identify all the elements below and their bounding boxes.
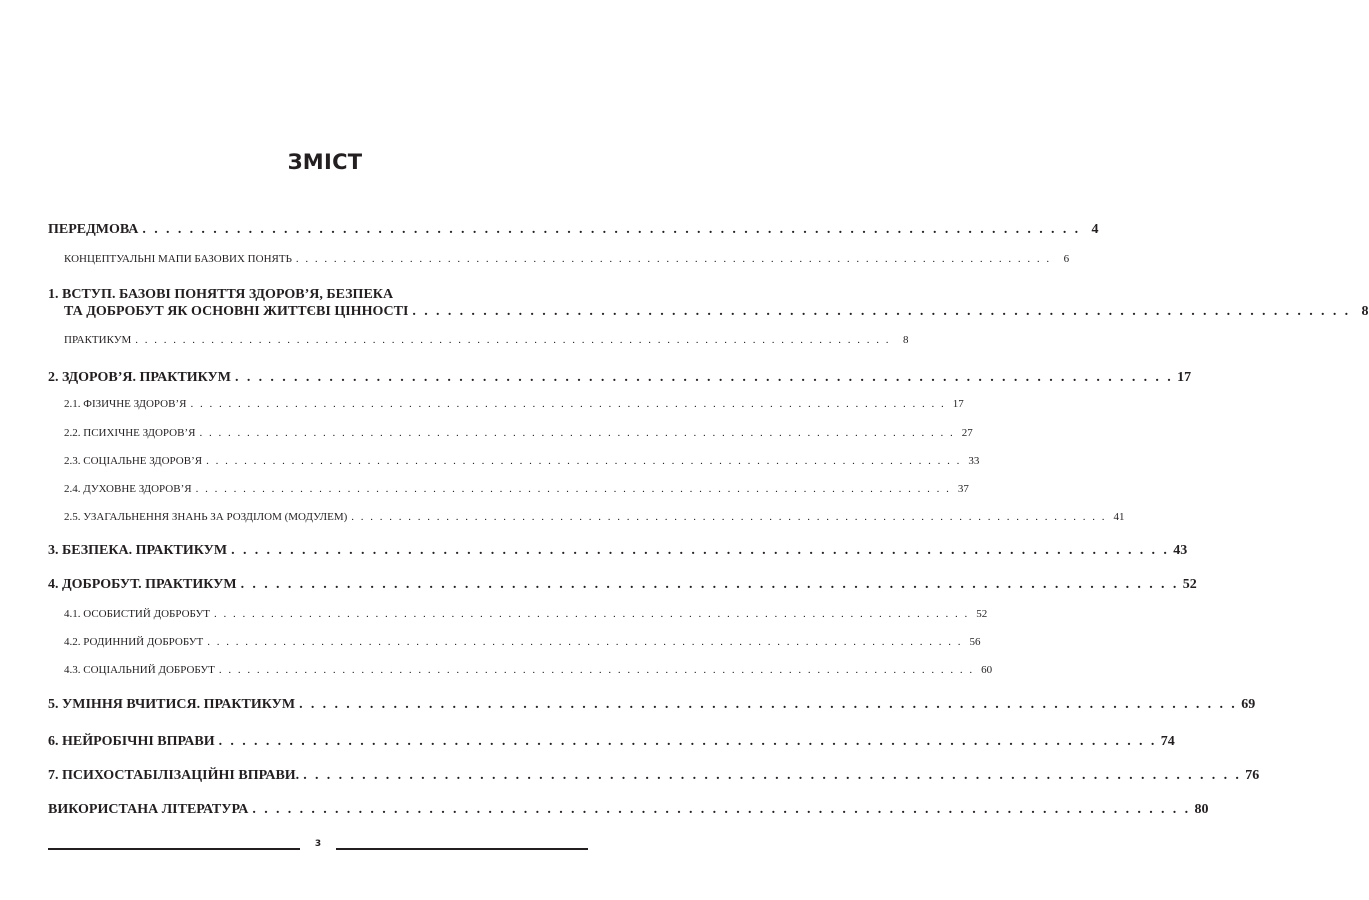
dot-leader: . . . . . . . . . . . . . . . . . . . . . . . . . . . . . . . . . . . . . . . . . . . . . . . . . . . . . . . . . . . . . . . . . . . . . . . . . . . . . . . . bbox=[218, 734, 1157, 749]
toc-entry-page: 74 bbox=[1160, 734, 1175, 749]
toc-entry-page: 37 bbox=[957, 483, 969, 495]
toc-entry-label: ПЕРЕДМОВА bbox=[48, 222, 139, 237]
toc-entry-spiritual-health[interactable] bbox=[64, 483, 969, 495]
dot-leader: . . . . . . . . . . . . . . . . . . . . . . . . . . . . . . . . . . . . . . . . . . . . . . . . . . . . . . . . . . . . . . . . . . . . . . . . . . . . . . . . bbox=[240, 577, 1179, 592]
toc-entry-label: 5. УМІННЯ ВЧИТИСЯ. ПРАКТИКУМ bbox=[48, 697, 296, 712]
toc-entry-label: 6. НЕЙРОБІЧНІ ВПРАВИ bbox=[48, 734, 215, 749]
dot-leader: . . . . . . . . . . . . . . . . . . . . . . . . . . . . . . . . . . . . . . . . . . . . . . . . . . . . . . . . . . . . . . . . . . . . . . . . . . . . . . . . bbox=[142, 222, 1081, 237]
toc-entry-label: ТА ДОБРОБУТ ЯК ОСНОВНІ ЖИТТЄВІ ЦІННОСТІ bbox=[64, 304, 409, 319]
dot-leader: . . . . . . . . . . . . . . . . . . . . . . . . . . . . . . . . . . . . . . . . . . . . . . . . . . . . . . . . . . . . . . . . . . . . . . . . . . . . . . . . bbox=[252, 802, 1191, 817]
toc-entry-label: 2.3. СОЦІАЛЬНЕ ЗДОРОВ’Я bbox=[64, 455, 203, 467]
toc-entry-page: 56 bbox=[969, 636, 981, 648]
dot-leader: . . . . . . . . . . . . . . . . . . . . . . . . . . . . . . . . . . . . . . . . . . . . . . . . . . . . . . . . . . . . . . . . . . . . . . . . . . . . . . . . bbox=[206, 455, 962, 467]
page-title: ЗМІСТ bbox=[287, 150, 363, 174]
dot-leader: . . . . . . . . . . . . . . . . . . . . . . . . . . . . . . . . . . . . . . . . . . . . . . . . . . . . . . . . . . . . . . . . . . . . . . . . . . . . . . . . bbox=[135, 334, 891, 346]
toc-entry-learning[interactable] bbox=[48, 697, 1256, 713]
footer-rule-right bbox=[336, 848, 588, 850]
toc-entry-page: 8 bbox=[903, 334, 909, 346]
dot-leader: . . . . . . . . . . . . . . . . . . . . . . . . . . . . . . . . . . . . . . . . . . . . . . . . . . . . . . . . . . . . . . . . . . . . . . . . . . . . . . . . bbox=[199, 427, 955, 439]
toc-entry-label: ВИКОРИСТАНА ЛІТЕРАТУРА bbox=[48, 802, 249, 817]
toc-entry-page: 6 bbox=[1063, 253, 1070, 265]
toc-entry-health[interactable] bbox=[48, 370, 1192, 386]
toc-entry-psychostabilization[interactable] bbox=[48, 768, 1260, 784]
toc-entry-label: 4.3. СОЦІАЛЬНИЙ ДОБРОБУТ bbox=[64, 664, 215, 676]
dot-leader: . . . . . . . . . . . . . . . . . . . . . . . . . . . . . . . . . . . . . . . . . . . . . . . . . . . . . . . . . . . . . . . . . . . . . . . . . . . . . . . . bbox=[213, 608, 970, 620]
dot-leader: . . . . . . . . . . . . . . . . . . . . . . . . . . . . . . . . . . . . . . . . . . . . . . . . . . . . . . . . . . . . . . . . . . . . . . . . . . . . . . . . bbox=[207, 636, 963, 648]
toc-entry-label: ПРАКТИКУМ bbox=[64, 334, 132, 346]
toc-entry-generalization[interactable] bbox=[64, 511, 1125, 523]
toc-entry-page: 4 bbox=[1091, 222, 1099, 237]
dot-leader: . . . . . . . . . . . . . . . . . . . . . . . . . . . . . . . . . . . . . . . . . . . . . . . . . . . . . . . . . . . . . . . . . . . . . . . . . . . . . . . . bbox=[412, 304, 1351, 319]
toc-entry-references[interactable] bbox=[48, 802, 1209, 818]
toc-entry-label: 4.1. ОСОБИСТИЙ ДОБРОБУТ bbox=[64, 608, 210, 620]
toc-entry-page: 17 bbox=[1177, 370, 1192, 385]
toc-entry-practicum[interactable] bbox=[64, 334, 909, 346]
toc-entry-physical-health[interactable] bbox=[64, 398, 964, 410]
toc-entry-label: 2.2. ПСИХІЧНЕ ЗДОРОВ’Я bbox=[64, 427, 196, 439]
dot-leader: . . . . . . . . . . . . . . . . . . . . . . . . . . . . . . . . . . . . . . . . . . . . . . . . . . . . . . . . . . . . . . . . . . . . . . . . . . . . . . . . bbox=[218, 664, 975, 676]
toc-entry-page: 43 bbox=[1173, 543, 1188, 558]
dot-leader: . . . . . . . . . . . . . . . . . . . . . . . . . . . . . . . . . . . . . . . . . . . . . . . . . . . . . . . . . . . . . . . . . . . . . . . . . . . . . . . . bbox=[295, 253, 1052, 265]
dot-leader: . . . . . . . . . . . . . . . . . . . . . . . . . . . . . . . . . . . . . . . . . . . . . . . . . . . . . . . . . . . . . . . . . . . . . . . . . . . . . . . . bbox=[303, 768, 1242, 783]
toc-entry-page: 60 bbox=[981, 664, 993, 676]
toc-entry-page: 41 bbox=[1113, 511, 1125, 523]
toc-entry-page: 52 bbox=[1182, 577, 1197, 592]
footer-page-number: 3 bbox=[314, 839, 322, 849]
toc-entry-page: 33 bbox=[968, 455, 980, 467]
toc-entry-page: 52 bbox=[976, 608, 988, 620]
toc-entry-label: 7. ПСИХОСТАБІЛІЗАЦІЙНІ ВПРАВИ. bbox=[48, 768, 300, 783]
toc-entry-page: 80 bbox=[1194, 802, 1209, 817]
toc-entry-page: 8 bbox=[1361, 304, 1369, 319]
toc-entry-wellbeing[interactable] bbox=[48, 577, 1197, 593]
dot-leader: . . . . . . . . . . . . . . . . . . . . . . . . . . . . . . . . . . . . . . . . . . . . . . . . . . . . . . . . . . . . . . . . . . . . . . . . . . . . . . . . bbox=[195, 483, 951, 495]
toc-entry-label: 2.1. ФІЗИЧНЕ ЗДОРОВ’Я bbox=[64, 398, 187, 410]
dot-leader: . . . . . . . . . . . . . . . . . . . . . . . . . . . . . . . . . . . . . . . . . . . . . . . . . . . . . . . . . . . . . . . . . . . . . . . . . . . . . . . . bbox=[235, 370, 1174, 385]
toc-entry-label: 3. БЕЗПЕКА. ПРАКТИКУМ bbox=[48, 543, 228, 558]
dot-leader: . . . . . . . . . . . . . . . . . . . . . . . . . . . . . . . . . . . . . . . . . . . . . . . . . . . . . . . . . . . . . . . . . . . . . . . . . . . . . . . . bbox=[190, 398, 946, 410]
toc-entry-mental-health[interactable] bbox=[64, 427, 973, 439]
toc-entry-label: 4.2. РОДИННИЙ ДОБРОБУТ bbox=[64, 636, 204, 648]
toc-entry-label: 2.4. ДУХОВНЕ ЗДОРОВ’Я bbox=[64, 483, 192, 495]
toc-entry-concept-maps[interactable] bbox=[64, 253, 1070, 265]
dot-leader: . . . . . . . . . . . . . . . . . . . . . . . . . . . . . . . . . . . . . . . . . . . . . . . . . . . . . . . . . . . . . . . . . . . . . . . . . . . . . . . . bbox=[351, 511, 1107, 523]
toc-entry-page: 69 bbox=[1241, 697, 1256, 712]
toc-entry-label: 2.5. УЗАГАЛЬНЕННЯ ЗНАНЬ ЗА РОЗДІЛОМ (МОДУЛЕМ) bbox=[64, 511, 348, 523]
toc-entry-social-wellbeing[interactable] bbox=[64, 664, 993, 676]
dot-leader: . . . . . . . . . . . . . . . . . . . . . . . . . . . . . . . . . . . . . . . . . . . . . . . . . . . . . . . . . . . . . . . . . . . . . . . . . . . . . . . . bbox=[231, 543, 1170, 558]
toc-entry-personal-wellbeing[interactable] bbox=[64, 608, 988, 620]
toc-entry-page: 76 bbox=[1245, 768, 1260, 783]
toc-entry-label: 2. ЗДОРОВ’Я. ПРАКТИКУМ bbox=[48, 370, 232, 385]
toc-entry-label: КОНЦЕПТУАЛЬНІ МАПИ БАЗОВИХ ПОНЯТЬ bbox=[64, 253, 292, 265]
toc-entry-foreword[interactable] bbox=[48, 222, 1099, 238]
footer-rule-left bbox=[48, 848, 300, 850]
dot-leader: . . . . . . . . . . . . . . . . . . . . . . . . . . . . . . . . . . . . . . . . . . . . . . . . . . . . . . . . . . . . . . . . . . . . . . . . . . . . . . . . bbox=[299, 697, 1238, 712]
toc-entry-safety[interactable] bbox=[48, 543, 1188, 559]
toc-entry-neurobic[interactable] bbox=[48, 734, 1175, 750]
toc-entry-page: 17 bbox=[952, 398, 964, 410]
toc-entry-label-line1: 1. ВСТУП. БАЗОВІ ПОНЯТТЯ ЗДОРОВ’Я, БЕЗПЕКА bbox=[48, 287, 394, 302]
toc-entry-family-wellbeing[interactable] bbox=[64, 636, 981, 648]
toc-entry-intro[interactable] bbox=[48, 304, 1369, 320]
toc-entry-label: 4. ДОБРОБУТ. ПРАКТИКУМ bbox=[48, 577, 237, 592]
toc-entry-social-health[interactable] bbox=[64, 455, 980, 467]
toc-entry-page: 27 bbox=[961, 427, 973, 439]
